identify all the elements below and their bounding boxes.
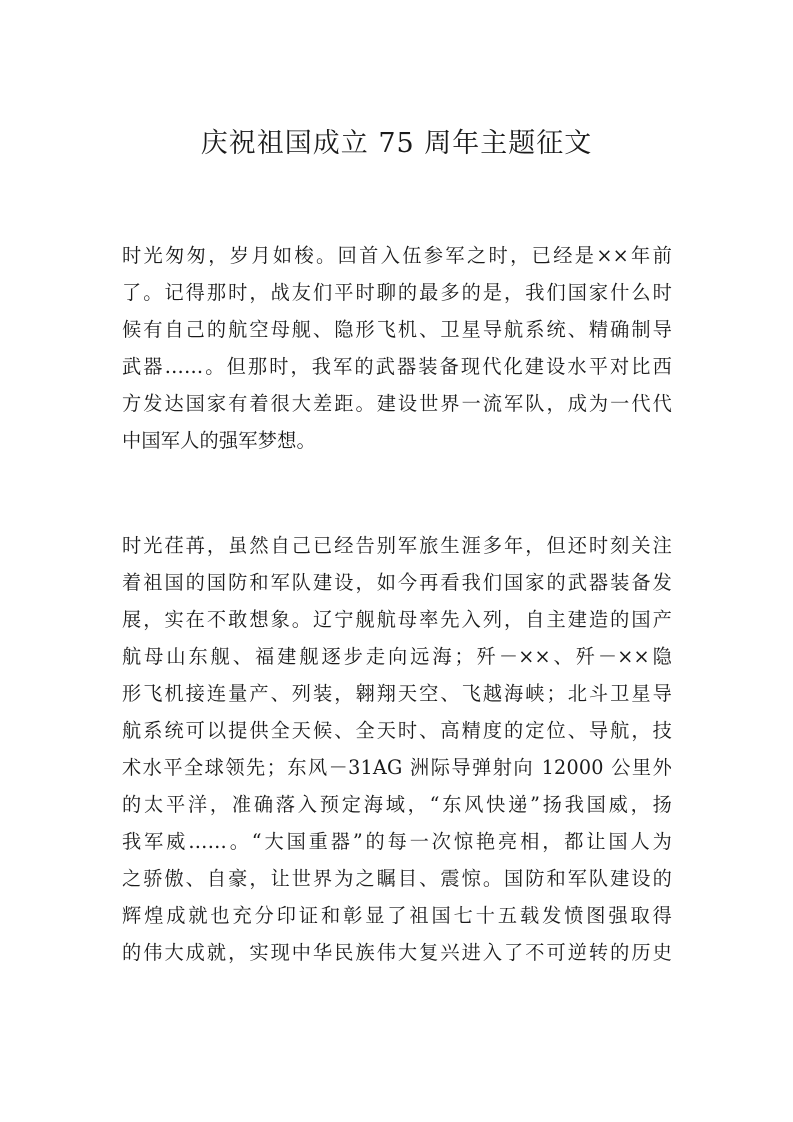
paragraph-line: 形飞机接连量产、列装，翱翔天空、飞越海峡；北斗卫星导 xyxy=(122,682,672,705)
paragraph-line: 的太平洋，准确落入预定海域，“东风快递”扬我国威，扬 xyxy=(122,793,672,816)
paragraph-line: 中国军人的强军梦想。 xyxy=(122,429,316,452)
paragraph-line: 之骄傲、自豪，让世界为之瞩目、震惊。国防和军队建设的 xyxy=(122,867,672,890)
paragraph-line: 辉煌成就也充分印证和彰显了祖国七十五载发愤图强取得 xyxy=(122,904,672,927)
paragraph-line: 了。记得那时，战友们平时聊的最多的是，我们国家什么时 xyxy=(122,281,672,304)
paragraph-line: 展，实在不敢想象。辽宁舰航母率先入列，自主建造的国产 xyxy=(122,608,672,631)
paragraph-line: 时光匆匆，岁月如梭。回首入伍参军之时，已经是××年前 xyxy=(122,244,672,267)
paragraph-line: 航母山东舰、福建舰逐步走向远海；歼－××、歼－××隐 xyxy=(122,645,672,668)
paragraph-line: 术水平全球领先；东风－31AG 洲际导弹射向 12000 公里外 xyxy=(122,756,672,779)
paragraph-line: 时光荏苒，虽然自己已经告别军旅生涯多年，但还时刻关注 xyxy=(122,534,672,557)
paragraph-1 xyxy=(122,237,672,459)
document-title: 庆祝祖国成立 75 周年主题征文 xyxy=(200,128,593,159)
paragraph-line: 着祖国的国防和军队建设，如今再看我们国家的武器装备发 xyxy=(122,571,672,594)
paragraph-line: 的伟大成就，实现中华民族伟大复兴进入了不可逆转的历史 xyxy=(122,941,672,964)
paragraph-line: 航系统可以提供全天候、全天时、高精度的定位、导航，技 xyxy=(122,719,672,742)
paragraph-line: 武器……。但那时，我军的武器装备现代化建设水平对比西 xyxy=(122,355,672,378)
paragraph-line: 我军威……。“大国重器”的每一次惊艳亮相，都让国人为 xyxy=(122,830,672,853)
paragraph-line: 候有自己的航空母舰、隐形飞机、卫星导航系统、精确制导 xyxy=(122,318,672,341)
paragraph-line: 方发达国家有着很大差距。建设世界一流军队，成为一代代 xyxy=(122,392,672,415)
paragraph-2 xyxy=(122,527,672,971)
